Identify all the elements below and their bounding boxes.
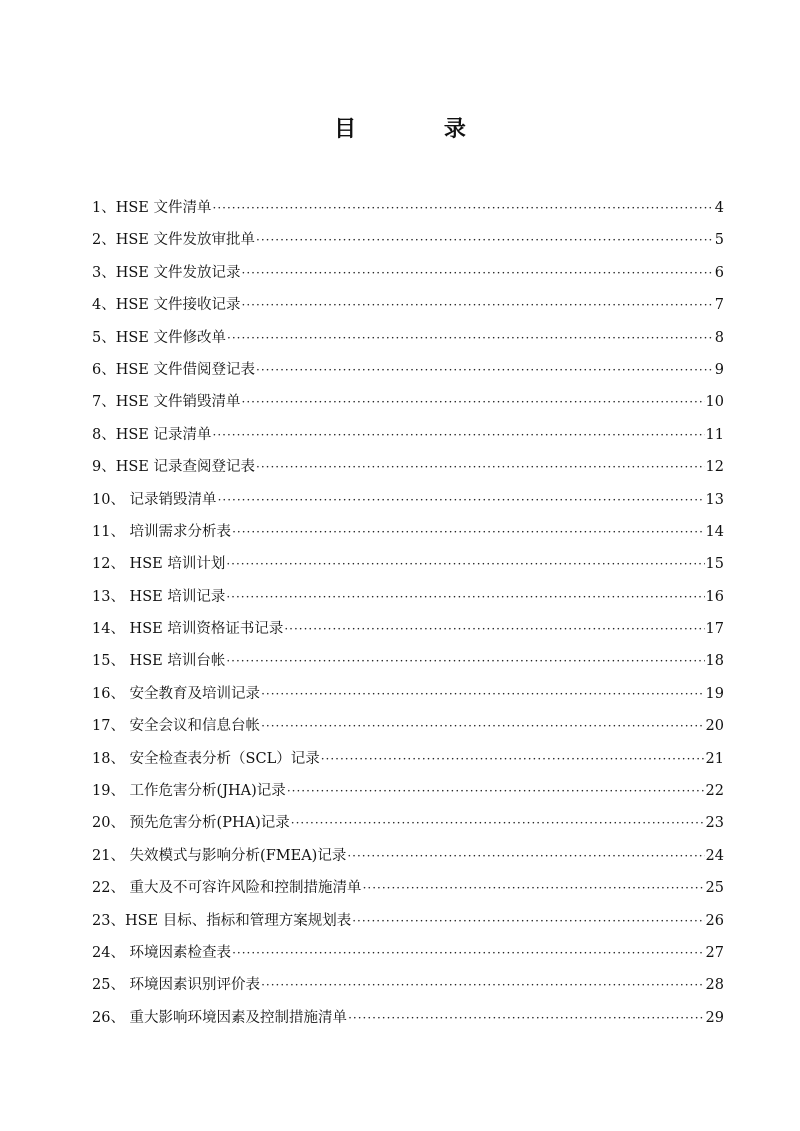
toc-entry[interactable] bbox=[92, 552, 724, 584]
toc-entry-label: 3、HSE 文件发放记录 bbox=[92, 264, 241, 281]
toc-entry-label: 21、 失效模式与影响分析(FMEA)记录 bbox=[92, 847, 347, 864]
toc-entry[interactable] bbox=[92, 682, 724, 714]
toc-entry[interactable] bbox=[92, 941, 724, 973]
toc-entry[interactable] bbox=[92, 455, 724, 487]
toc-entry-label: 13、 HSE 培训记录 bbox=[92, 588, 226, 605]
toc-entry-page-number: 26 bbox=[705, 912, 724, 929]
toc-dot-leader bbox=[232, 520, 704, 544]
toc-entry-page-number: 29 bbox=[705, 1009, 724, 1026]
toc-dot-leader bbox=[256, 228, 714, 252]
toc-dot-leader bbox=[242, 261, 714, 285]
toc-dot-leader bbox=[284, 617, 704, 641]
toc-entry[interactable] bbox=[92, 844, 724, 876]
toc-entry[interactable] bbox=[92, 293, 724, 325]
toc-entry-label: 1、HSE 文件清单 bbox=[92, 200, 212, 216]
toc-entry-page-number: 20 bbox=[705, 718, 724, 735]
toc-entry[interactable] bbox=[92, 876, 724, 908]
toc-entry[interactable] bbox=[92, 520, 724, 552]
toc-dot-leader bbox=[287, 779, 705, 803]
toc-entry-label: 10、 记录销毁清单 bbox=[92, 491, 217, 508]
toc-dot-leader bbox=[352, 909, 704, 933]
toc-dot-leader bbox=[218, 488, 705, 512]
toc-dot-leader bbox=[321, 747, 705, 771]
toc-dot-leader bbox=[226, 552, 704, 576]
toc-entry-label: 25、 环境因素识别评价表 bbox=[92, 977, 261, 994]
toc-entry-label: 5、HSE 文件修改单 bbox=[92, 329, 226, 346]
toc-entry-label: 14、 HSE 培训资格证书记录 bbox=[92, 621, 284, 638]
toc-entry[interactable] bbox=[92, 779, 724, 811]
toc-entry[interactable] bbox=[92, 811, 724, 843]
toc-entry[interactable] bbox=[92, 1006, 724, 1038]
toc-entry-label: 19、 工作危害分析(JHA)记录 bbox=[92, 783, 286, 800]
toc-entry-label: 7、HSE 文件销毁清单 bbox=[92, 394, 241, 411]
toc-entry-page-number: 16 bbox=[705, 588, 724, 605]
toc-entry-page-number: 4 bbox=[714, 200, 724, 216]
toc-dot-leader bbox=[347, 844, 704, 868]
toc-entry-label: 17、 安全会议和信息台帐 bbox=[92, 718, 261, 735]
toc-entry-label: 23、HSE 目标、指标和管理方案规划表 bbox=[92, 912, 352, 929]
toc-dot-leader bbox=[213, 423, 705, 447]
toc-entry-page-number: 21 bbox=[705, 750, 724, 767]
page-title: 目 录 bbox=[334, 116, 506, 142]
toc-entry-page-number: 5 bbox=[714, 232, 724, 249]
toc-entry-page-number: 14 bbox=[705, 523, 724, 540]
table-of-contents bbox=[92, 196, 724, 1038]
toc-entry-page-number: 25 bbox=[705, 880, 724, 897]
toc-entry-label: 15、 HSE 培训台帐 bbox=[92, 653, 226, 670]
toc-entry[interactable] bbox=[92, 909, 724, 941]
toc-entry-page-number: 11 bbox=[705, 426, 724, 443]
toc-entry-label: 4、HSE 文件接收记录 bbox=[92, 297, 241, 314]
toc-dot-leader bbox=[256, 358, 714, 382]
toc-dot-leader bbox=[291, 811, 705, 835]
toc-dot-leader bbox=[242, 293, 714, 317]
toc-entry-label: 20、 预先危害分析(PHA)记录 bbox=[92, 815, 290, 832]
toc-entry[interactable] bbox=[92, 390, 724, 422]
toc-entry-page-number: 28 bbox=[705, 977, 724, 994]
toc-entry-page-number: 9 bbox=[714, 361, 724, 378]
toc-entry-label: 2、HSE 文件发放审批单 bbox=[92, 232, 255, 249]
toc-entry-page-number: 22 bbox=[705, 783, 724, 800]
toc-entry-page-number: 24 bbox=[705, 847, 724, 864]
toc-entry[interactable] bbox=[92, 358, 724, 390]
toc-dot-leader bbox=[213, 196, 714, 220]
toc-entry[interactable] bbox=[92, 617, 724, 649]
toc-dot-leader bbox=[226, 585, 704, 609]
toc-dot-leader bbox=[363, 876, 705, 900]
toc-entry-page-number: 27 bbox=[705, 944, 724, 961]
toc-entry-page-number: 15 bbox=[705, 556, 724, 573]
toc-entry[interactable] bbox=[92, 714, 724, 746]
toc-entry-label: 12、 HSE 培训计划 bbox=[92, 556, 226, 573]
toc-entry[interactable] bbox=[92, 585, 724, 617]
toc-dot-leader bbox=[348, 1006, 704, 1030]
toc-dot-leader bbox=[261, 682, 704, 706]
toc-entry-label: 22、 重大及不可容许风险和控制措施清单 bbox=[92, 880, 362, 897]
toc-dot-leader bbox=[261, 714, 704, 738]
toc-entry-page-number: 13 bbox=[705, 491, 724, 508]
toc-entry[interactable] bbox=[92, 747, 724, 779]
toc-entry-page-number: 23 bbox=[705, 815, 724, 832]
toc-entry-page-number: 12 bbox=[705, 459, 724, 476]
toc-dot-leader bbox=[256, 455, 705, 479]
toc-entry[interactable] bbox=[92, 649, 724, 681]
toc-entry-label: 26、 重大影响环境因素及控制措施清单 bbox=[92, 1009, 348, 1026]
toc-entry-page-number: 6 bbox=[714, 264, 724, 281]
toc-entry-page-number: 7 bbox=[714, 297, 724, 314]
toc-dot-leader bbox=[227, 326, 714, 350]
toc-entry-page-number: 18 bbox=[705, 653, 724, 670]
toc-entry[interactable] bbox=[92, 196, 724, 228]
toc-entry-page-number: 10 bbox=[705, 394, 724, 411]
toc-entry-label: 16、 安全教育及培训记录 bbox=[92, 685, 261, 702]
toc-dot-leader bbox=[261, 973, 704, 997]
toc-entry[interactable] bbox=[92, 228, 724, 260]
toc-entry-label: 24、 环境因素检查表 bbox=[92, 944, 232, 961]
toc-entry-label: 8、HSE 记录清单 bbox=[92, 426, 212, 443]
toc-entry[interactable] bbox=[92, 973, 724, 1005]
toc-entry[interactable] bbox=[92, 423, 724, 455]
toc-entry-label: 18、 安全检查表分析（SCL）记录 bbox=[92, 750, 320, 767]
toc-entry-page-number: 17 bbox=[705, 621, 724, 638]
toc-entry-label: 11、 培训需求分析表 bbox=[92, 523, 232, 540]
toc-entry-page-number: 8 bbox=[714, 329, 724, 346]
toc-entry-page-number: 19 bbox=[705, 685, 724, 702]
toc-entry-label: 9、HSE 记录查阅登记表 bbox=[92, 459, 255, 476]
toc-dot-leader bbox=[232, 941, 704, 965]
toc-entry[interactable] bbox=[92, 488, 724, 520]
toc-entry[interactable] bbox=[92, 261, 724, 293]
toc-entry-label: 6、HSE 文件借阅登记表 bbox=[92, 361, 255, 378]
toc-entry[interactable] bbox=[92, 326, 724, 358]
toc-dot-leader bbox=[226, 649, 704, 673]
toc-dot-leader bbox=[242, 390, 705, 414]
